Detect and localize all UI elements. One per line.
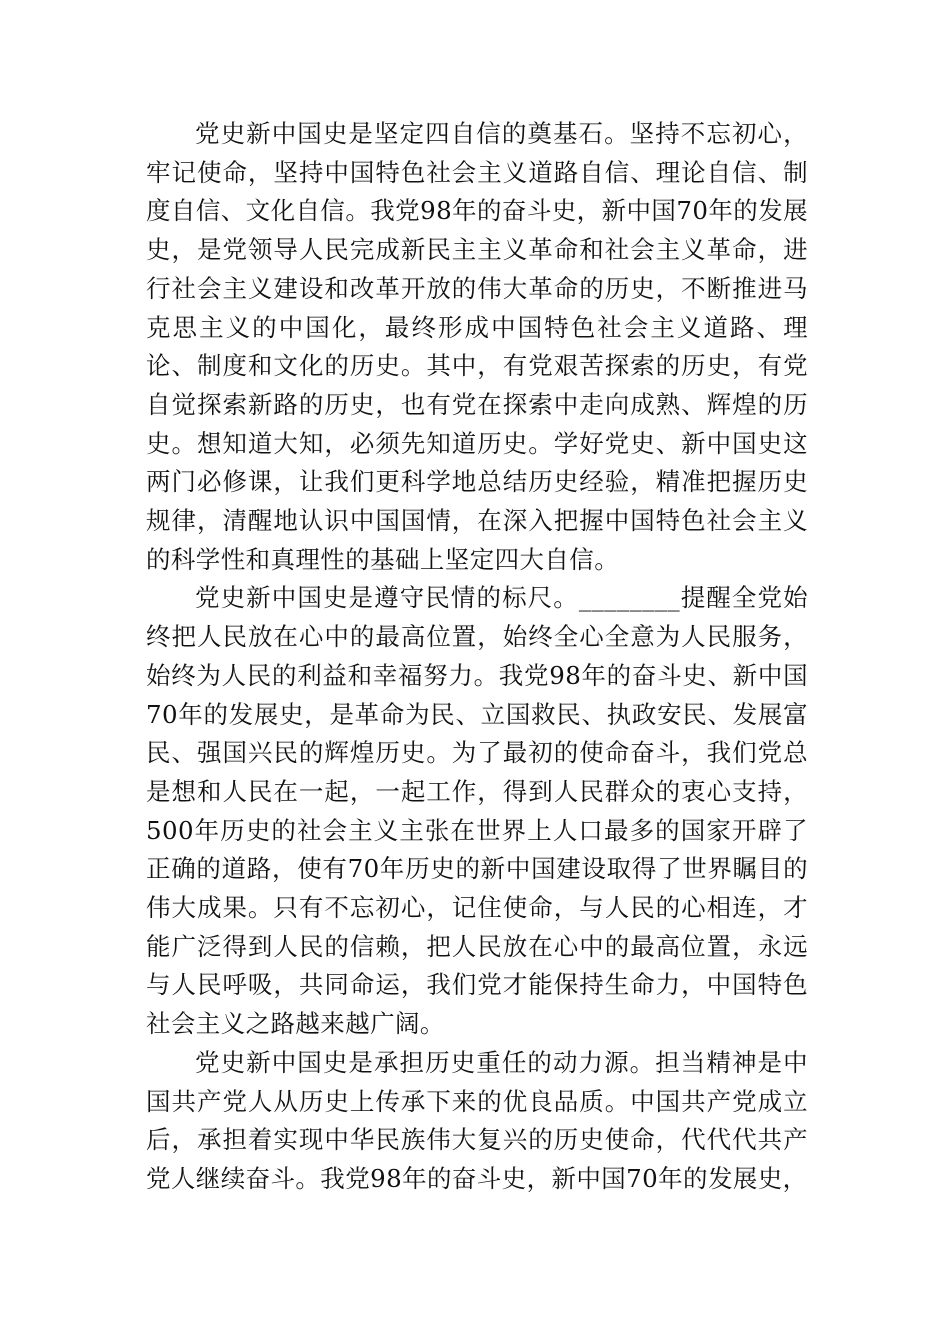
document-body	[146, 115, 808, 1199]
paragraph-historical-responsibility: 党史新中国史是承担历史重任的动力源。担当精神是中国共产党人从历史上传承下来的优良品质。中国共产党成立后，承担着实现中华民族伟大复兴的历史使命，代代代共产党人继续奋斗。我党98年的奋斗史，新中国70年的发展史，	[146, 1047, 808, 1193]
paragraph-four-confidences: 党史新中国史是坚定四自信的奠基石。坚持不忘初心，牢记使命，坚持中国特色社会主义道路自信、理论自信、制度自信、文化自信。我党98年的奋斗史，新中国70年的发展史，是党领导人民完成新民主主义革命和社会主义革命，进行社会主义建设和改革开放的伟大革命的历史，不断推进马克思主义的中国化，最终形成中国特色社会主义道路、理论、制度和文化的历史。其中，有党艰苦探索的历史，有党自觉探索新路的历史，也有党在探索中走向成熟、辉煌的历史。想知道大知，必须先知道历史。学好党史、新中国史这两门必修课，让我们更科学地总结历史经验，精准把握历史规律，清醒地认识中国国情，在深入把握中国特色社会主义的科学性和真理性的基础上坚定四大自信。	[146, 119, 808, 574]
paragraph-people-yardstick: 党史新中国史是遵守民情的标尺。________提醒全党始终把人民放在心中的最高位置，始终全心全意为人民服务，始终为人民的利益和幸福努力。我党98年的奋斗史、新中国70年的发展史，是革命为民、立国救民、执政安民、发展富民、强国兴民的辉煌历史。为了最初的使命奋斗，我们党总是想和人民在一起，一起工作，得到人民群众的衷心支持，500年历史的社会主义主张在世界上人口最多的国家开辟了正确的道路，使有70年历史的新中国建设取得了世界瞩目的伟大成果。只有不忘初心，记住使命，与人民的心相连，才能广泛得到人民的信赖，把人民放在心中的最高位置，永远与人民呼吸，共同命运，我们党才能保持生命力，中国特色社会主义之路越来越广阔。	[146, 583, 808, 1039]
